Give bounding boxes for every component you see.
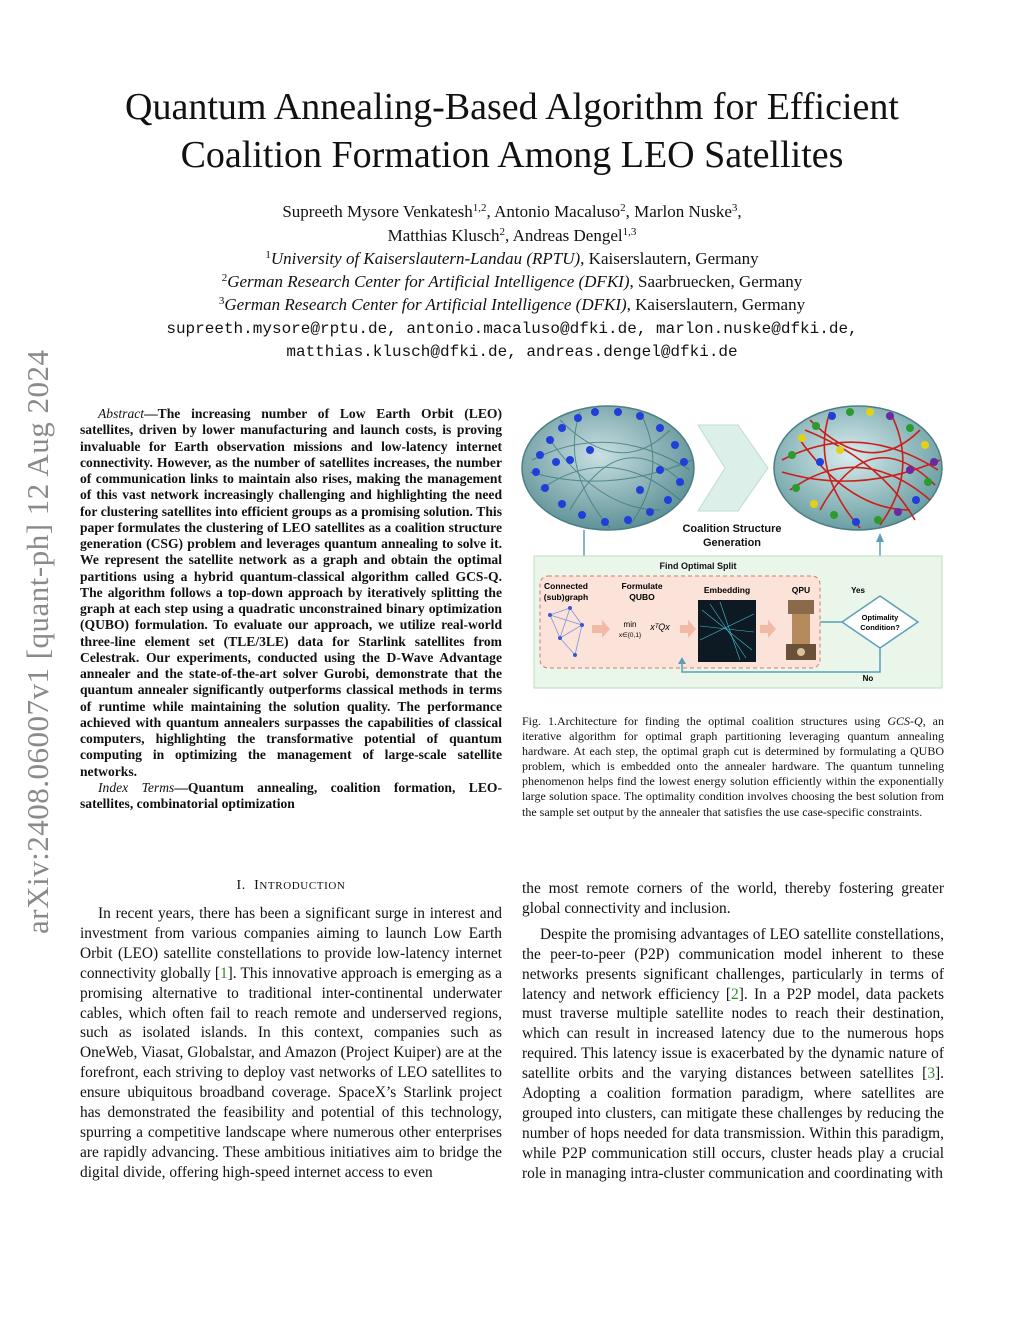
optimality-label-2: Condition? — [860, 623, 900, 632]
intro-right-column — [522, 879, 944, 1184]
section-title-rest: NTRODUCTION — [259, 880, 346, 892]
paper-title — [60, 83, 964, 179]
section-title-first: I — [254, 878, 260, 893]
emails-line-2[interactable]: matthias.klusch@dfki.de, andreas.dengel@dfki.de — [286, 343, 738, 361]
formulate-label-1: Formulate — [621, 581, 663, 591]
affiliation-place: , Kaiserslautern, Germany — [626, 295, 806, 314]
yes-label: Yes — [851, 586, 865, 595]
connected-label-2: (sub)graph — [543, 592, 589, 602]
qubo-min: min — [623, 620, 637, 629]
title-line-1: Quantum Annealing-Based Algorithm for Efficient — [125, 86, 899, 128]
author-affiliation: 1,3 — [622, 226, 637, 238]
affiliation-3 — [90, 294, 934, 316]
abstract-text: —The increasing number of Low Earth Orbit (LEO) satellites, driven by lower manufacturing and launch costs, is proving invaluable for Earth observation missions and low-latency internet connectivity. However, as the number of satellites increases, the number of communication links to maintain also rises, making the management of this vast network increasingly challenging and highlighting the need for clustering satellites into efficient groups as a promising solution. This paper formulates the clustering of LEO satellites as a coalition structure generation (CSG) problem and leverages quantum annealing to solve it. We represent the satellite network as a graph and obtain the optimal partitions using a hybrid quantum-classical algorithm called GCS-Q. The algorithm follows a top-down approach by iteratively splitting the graph at each step using a quadratic unconstrained binary optimization (QUBO) formulation. To evaluate our approach, we utilize real-world three-line element set (TLE/3LE) data for Starlink satellites from Celestrak. Our experiments, conducted using the D-Wave Advantage annealer and the state-of-the-art solver Gurobi, demonstrate that the quantum annealer significantly outperforms classical methods in terms of runtime while maintaining the solution quality. The performance achieved with quantum annealers surpasses the capabilities of classical computers, highlighting the transformative potential of quantum computing in optimizing the management of large-scale satellite networks. — [80, 406, 502, 779]
satellite-network-sphere — [522, 406, 694, 530]
citation-link[interactable]: 2 — [731, 985, 739, 1003]
separator: , — [737, 202, 742, 221]
affiliation-number: 2 — [221, 272, 228, 284]
caption-algorithm-name: GCS-Q — [887, 714, 923, 728]
abstract-label: Abstract — [98, 406, 145, 421]
authors-line-2 — [90, 225, 934, 247]
author-affiliation: 1,2 — [472, 202, 487, 214]
author-affiliation: 2 — [620, 202, 626, 214]
author-name: , Marlon Nuske — [625, 202, 732, 221]
formulate-label-2: QUBO — [629, 592, 655, 602]
affiliation-1 — [90, 248, 934, 270]
qubo-expression: xᵀQx — [650, 622, 670, 632]
intro-text: ]. Adopting a coalition formation paradigm, where satellites are grouped into clusters, can mitigate these challenges by reducing the number of hops needed for data transmission. Within this paradigm, while P2P communication still occurs, cluster heads play a crucial role in managing intra-cluster communication and coordinating with — [522, 1065, 944, 1182]
affiliation-place: , Kaiserslautern, Germany — [580, 249, 759, 268]
author-affiliation: 2 — [499, 226, 506, 238]
section-heading-introduction — [80, 878, 502, 894]
affiliation-name: German Research Center for Artificial Intelligence (DFKI) — [224, 295, 627, 314]
index-terms-text: —Quantum annealing, coalition formation, LEO-satellites, combinatorial optimization — [80, 779, 502, 811]
embedding-label: Embedding — [703, 585, 751, 595]
caption-text: , an iterative algorithm for optimal graph partitioning leveraging quantum annealing hardware. At each step, the optimal graph cut is determined by formulating a QUBO problem, which is embedded onto the annealer hardware. The quantum tunneling phenomenon helps find the lowest energy solution efficiently within the exponentially large solution space. The optimality condition involves choosing the best solution from the sample set output by the annealer that satisfies the use case-specific constraints. — [522, 714, 945, 819]
no-label: No — [862, 674, 874, 683]
qpu-label: QPU — [791, 585, 811, 595]
author-name: Matthias Klusch — [387, 226, 500, 245]
affiliation-number: 1 — [265, 249, 271, 261]
author-name: , Andreas Dengel — [505, 226, 623, 245]
figure-1-caption — [522, 714, 944, 820]
section-number: I. — [236, 878, 246, 893]
citation-link[interactable]: 3 — [927, 1065, 936, 1083]
intro-text: In recent years, there has been a significant surge in interest and investment from various companies aiming to launch Low Earth Orbit (LEO) satellite constellations to provide low-latency internet connectivity globally [ — [80, 905, 502, 982]
author-name: Supreeth Mysore Venkatesh — [282, 202, 473, 221]
intro-paragraph-2 — [522, 925, 944, 1184]
arxiv-identifier: arXiv:2408.06007v1 [quant-ph] 12 Aug 2024 — [20, 349, 55, 934]
citation-link[interactable]: 1 — [219, 964, 228, 982]
author-name: , Antonio Macaluso — [486, 202, 621, 221]
intro-text: ]. This innovative approach is emerging as a promising alternative to traditional inter-continental underwater cables, which often fail to reach remote and underserved regions, such as isolated islands. In this context, companies such as OneWeb, Viasat, Globalstar, and Amazon (Project Kuiper) are at the forefront, each striving to deploy vast networks of LEO satellites to ensure ubiquitous broadband coverage. SpaceX’s Starlink project has demonstrated the feasibility and potential of this technology, spurring a competitive landscape where numerous other enterprises are rapidly advancing. These ambitious initiatives aim to bridge the digital divide, offering high-speed internet access to even — [80, 964, 502, 1181]
title-line-2: Coalition Formation Among LEO Satellites — [180, 134, 844, 176]
affiliation-place: , Saarbruecken, Germany — [629, 272, 803, 291]
authors-line-1 — [90, 201, 934, 223]
caption-text: Architecture for finding the optimal coalition structures using — [556, 714, 888, 728]
optimality-label-1: Optimality — [861, 613, 899, 622]
intro-text: ]. In a P2P model, data packets must traverse multiple satellite nodes to reach their destination, which can result in increased latency due to the numerous hops required. This latency issue is exacerbated by the dynamic nature of satellite orbits and the varying distances between satellites [ — [522, 985, 944, 1083]
figure-1-architecture — [520, 400, 946, 695]
affiliation-2 — [90, 271, 934, 293]
affiliation-name: University of Kaiserslautern-Landau (RPTU) — [270, 249, 581, 268]
connected-label-1: Connected — [544, 581, 588, 591]
arrow-up-icon — [876, 533, 884, 542]
author-affiliation: 3 — [731, 202, 738, 214]
chevron-right-icon — [698, 425, 768, 511]
intro-paragraph-1-continued: the most remote corners of the world, thereby fostering greater global connectivity and inclusion. — [522, 880, 944, 917]
caption-label: Fig. 1. — [522, 714, 557, 728]
affiliation-name: German Research Center for Artificial Intelligence (DFKI) — [227, 272, 630, 291]
emails-line-1[interactable]: supreeth.mysore@rptu.de, antonio.macaluso@dfki.de, marlon.nuske@dfki.de, — [166, 320, 858, 338]
qubo-subscript: x∈{0,1} — [618, 632, 642, 639]
coalition-network-sphere — [774, 406, 942, 530]
intro-text: Despite the promising advantages of LEO satellite constellations, the peer-to-peer (P2P) communication model inherent to these networks presents significant challenges, particularly in terms of latency and network efficiency [ — [522, 925, 944, 1003]
index-terms-label: Index Terms — [98, 779, 175, 795]
intro-paragraph-1 — [80, 904, 502, 1183]
abstract — [80, 406, 502, 812]
affiliation-number: 3 — [218, 295, 225, 307]
csg-label-line-2: Generation — [702, 537, 762, 549]
csg-label-line-1: Coalition Structure — [682, 523, 782, 535]
find-optimal-split-label: Find Optimal Split — [659, 561, 737, 571]
